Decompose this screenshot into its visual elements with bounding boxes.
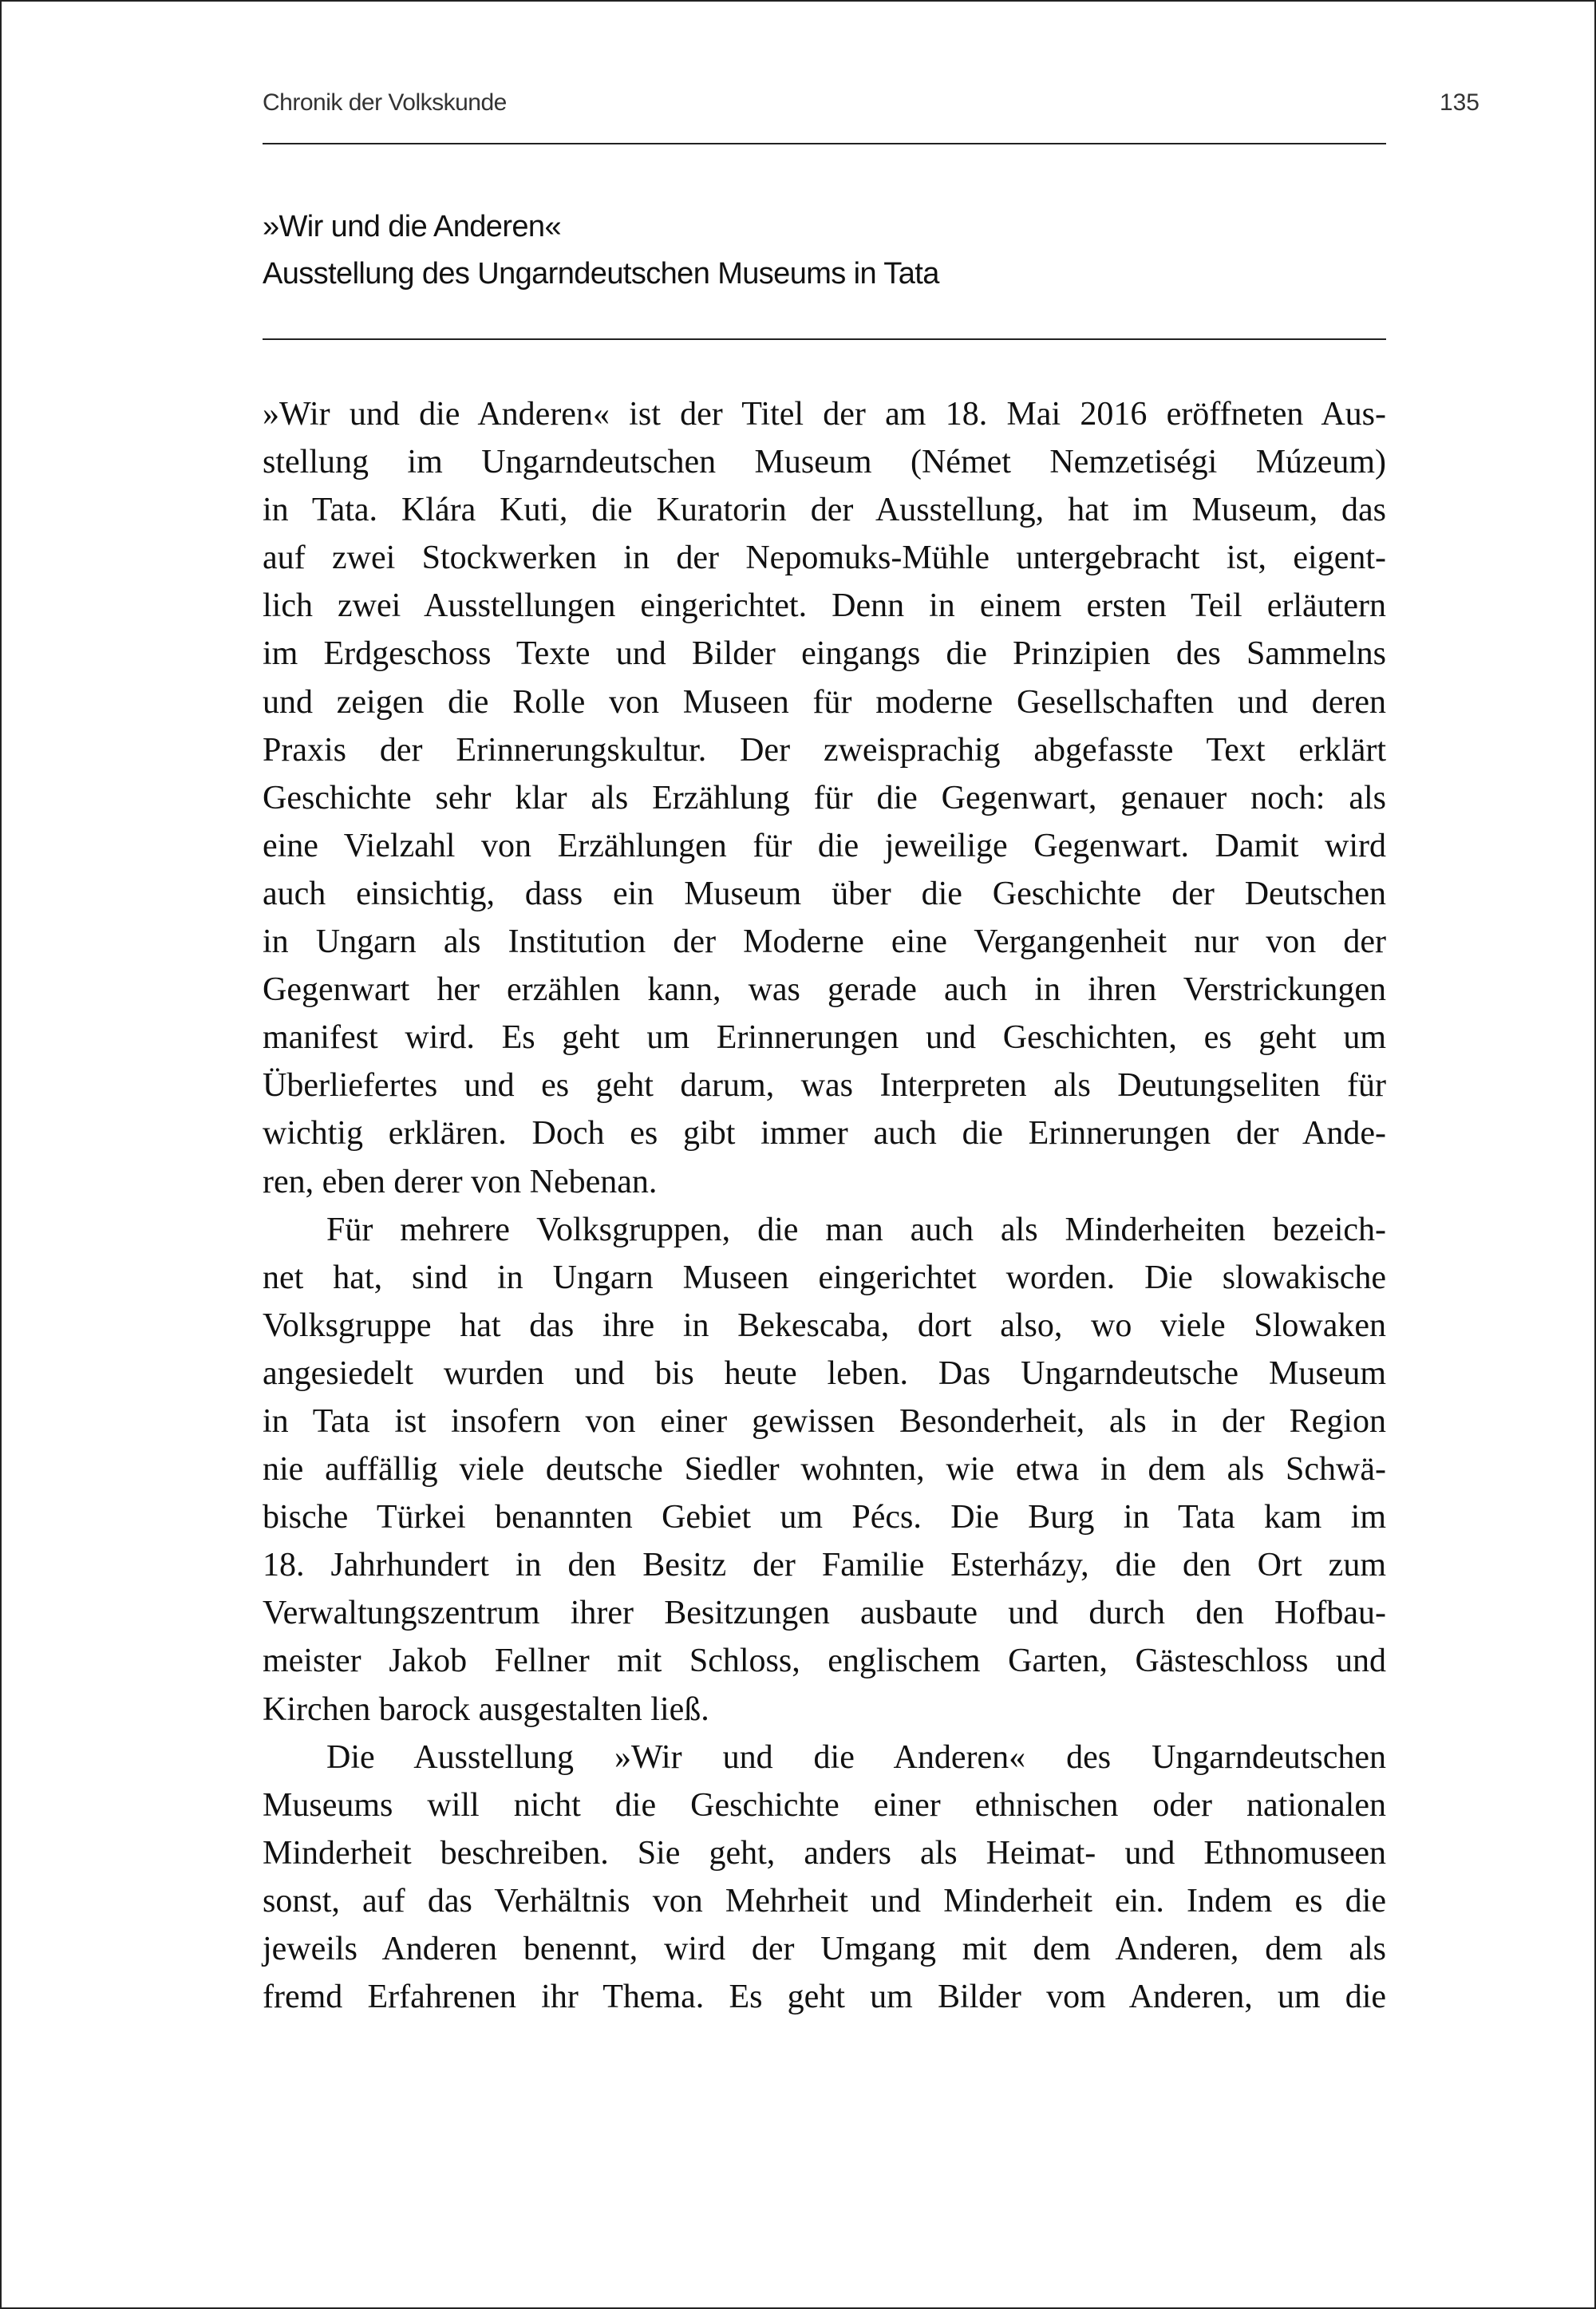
text-line: meister Jakob Fellner mit Schloss, englischem Garten, Gästeschloss und [263,1643,1386,1680]
text-line: Praxis der Erinnerungskultur. Der zweisprachig abgefasste Text erklärt [263,731,1386,769]
text-line: Die Ausstellung »Wir und die Anderen« des Ungarndeutschen [326,1738,1386,1776]
text-line: und zeigen die Rolle von Museen für moderne Gesellschaften und deren [263,683,1386,721]
text-line: fremd Erfahrenen ihr Thema. Es geht um Bilder vom Anderen, um die [263,1979,1386,2016]
text-line: auch einsichtig, dass ein Museum über die Geschichte der Deutschen [263,875,1386,912]
text-line: jeweils Anderen benennt, wird der Umgang mit dem Anderen, dem als [263,1931,1386,1967]
running-head: Chronik der Volkskunde [263,89,507,116]
header-rule [263,143,1386,144]
text-line: 18. Jahrhundert in den Besitz der Familie Esterházy, die den Ort zum [263,1547,1386,1584]
text-line: angesiedelt wurden und bis heute leben. Das Ungarndeutsche Museum [263,1354,1386,1392]
text-line: auf zwei Stockwerken in der Nepomuks-Mühle untergebracht ist, eigent- [263,540,1386,577]
text-line: ren, eben derer von Nebenan. [263,1163,658,1200]
paragraph [263,1734,1386,2022]
title-rule [263,338,1386,340]
page-number: 135 [1439,89,1479,116]
text-line: »Wir und die Anderen« ist der Titel der am 18. Mai 2016 eröffneten Aus- [263,396,1386,433]
article-subtitle: Ausstellung des Ungarndeutschen Museums in Tata [263,257,939,291]
paragraph [263,390,1386,1206]
paragraph [263,1206,1386,1734]
text-line: in Tata ist insofern von einer gewissen Besonderheit, als in der Region [263,1402,1386,1440]
text-line: Museums will nicht die Geschichte einer ethnischen oder nationalen [263,1786,1386,1824]
text-line: lich zwei Ausstellungen eingerichtet. Denn in einem ersten Teil erläutern [263,587,1386,625]
text-line: Geschichte sehr klar als Erzählung für die Gegenwart, genauer noch: als [263,779,1386,816]
text-line: Verwaltungszentrum ihrer Besitzungen ausbaute und durch den Hofbau- [263,1595,1386,1632]
text-line: Kirchen barock ausgestalten ließ. [263,1690,709,1728]
article-title: »Wir und die Anderen« [263,210,561,243]
text-line: nie auffällig viele deutsche Siedler wohnten, wie etwa in dem als Schwä- [263,1451,1386,1489]
text-line: Überliefertes und es geht darum, was Interpreten als Deutungseliten für [263,1067,1386,1105]
text-line: bische Türkei benannten Gebiet um Pécs. Die Burg in Tata kam im [263,1499,1386,1536]
text-line: Minderheit beschreiben. Sie geht, anders als Heimat- und Ethnomuseen [263,1834,1386,1872]
text-line: eine Vielzahl von Erzählungen für die jeweilige Gegenwart. Damit wird [263,827,1386,864]
text-line: wichtig erklären. Doch es gibt immer auch die Erinnerungen der Ande- [263,1115,1386,1153]
body-text [263,390,1386,2021]
text-line: manifest wird. Es geht um Erinnerungen und Geschichten, es geht um [263,1019,1386,1057]
text-line: Gegenwart her erzählen kann, was gerade auch in ihren Verstrickungen [263,971,1386,1009]
text-line: net hat, sind in Ungarn Museen eingerichtet worden. Die slowakische [263,1259,1386,1296]
text-line: im Erdgeschoss Texte und Bilder eingangs die Prinzipien des Sammelns [263,635,1386,673]
text-line: in Ungarn als Institution der Moderne eine Vergangenheit nur von der [263,923,1386,961]
text-line: Volksgruppe hat das ihre in Bekescaba, dort also, wo viele Slowaken [263,1307,1386,1344]
text-line: stellung im Ungarndeutschen Museum (Német Nemzetiségi Múzeum) [263,444,1386,481]
text-line: sonst, auf das Verhältnis von Mehrheit und Minderheit ein. Indem es die [263,1882,1386,1920]
text-line: in Tata. Klára Kuti, die Kuratorin der Ausstellung, hat im Museum, das [263,492,1386,529]
text-line: Für mehrere Volksgruppen, die man auch als Minderheiten bezeich- [326,1211,1386,1248]
